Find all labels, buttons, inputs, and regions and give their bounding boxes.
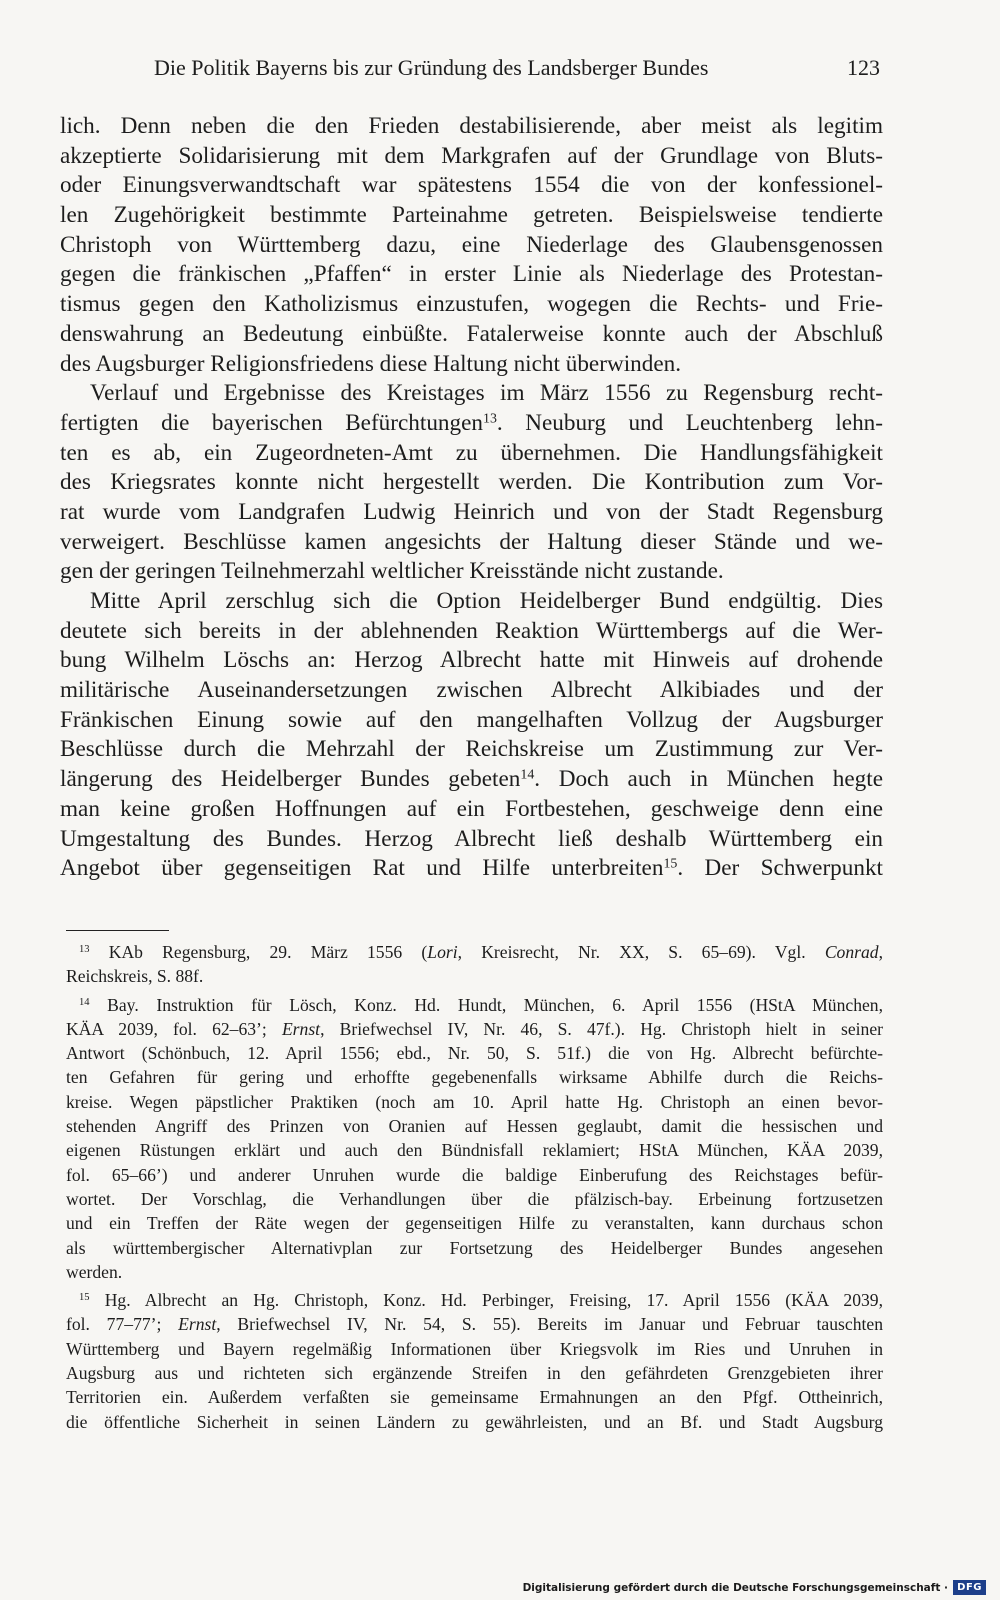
- text-segment: fertigten die bayerischen Befürchtungen: [60, 409, 483, 436]
- text-segment: . Doch auch in München hegte: [534, 766, 883, 793]
- footnote-line: kreise. Wegen päpstlicher Praktiken (noch am 10. April hatte Hg. Christoph an einen bevor-: [66, 1091, 883, 1112]
- text-segment: , Briefwechsel IV, Nr. 54, S. 55). Bereits im Januar und Februar tauschten: [216, 1314, 883, 1335]
- text-line: gegen die fränkischen „Pfaffen“ in erster Linie als Niederlage des Protestan-: [60, 261, 883, 288]
- text-line: gen der geringen Teilnehmerzahl weltlicher Kreisstände nicht zustande.: [60, 558, 724, 585]
- text-line: denswahrung an Bedeutung einbüßte. Fatalerweise konnte auch der Abschluß: [60, 320, 883, 347]
- text-segment: KÄA 2039, fol. 62–63’;: [66, 1018, 282, 1039]
- text-line: rat wurde vom Landgrafen Ludwig Heinrich und von der Stadt Regensburg: [60, 498, 883, 525]
- footnote-line: wortet. Der Vorschlag, die Verhandlungen über die pfälzisch-bay. Erbeinung fortzusetzen: [66, 1188, 883, 1209]
- text-line: [60, 409, 883, 439]
- footnote-line: Augsburg aus und richteten sich ergänzende Streifen in den gefährdeten Grenzgebieten ihrer: [66, 1363, 883, 1384]
- text-segment: fol. 77–77’;: [66, 1314, 179, 1335]
- text-line: Verlauf und Ergebnisse des Kreistages im März 1556 zu Regensburg recht-: [90, 380, 883, 407]
- text-line: verweigert. Beschlüsse kamen angesichts der Haltung dieser Stände und we-: [60, 528, 883, 555]
- footnote-line: Reichskreis, S. 88f.: [66, 966, 204, 987]
- footnote-ref-15[interactable]: 15: [663, 856, 678, 872]
- footnote-line: werden.: [66, 1261, 123, 1282]
- footnote-line: eigenen Rüstungen erklärt und auch den Bündnisfall reklamiert; HStA München, KÄA 2039,: [66, 1140, 883, 1161]
- footnote-line: [66, 1017, 883, 1041]
- page-number: 123: [847, 55, 880, 80]
- text-segment: . Der Schwerpunkt: [677, 855, 884, 882]
- text-segment: KAb Regensburg, 29. März 1556 (: [89, 942, 428, 962]
- text-line: Christoph von Württemberg dazu, eine Niederlage des Glaubensgenossen: [60, 231, 883, 258]
- running-title: Die Politik Bayerns bis zur Gründung des Landsberger Bundes: [154, 55, 709, 80]
- footnote-number: 14: [79, 996, 90, 1008]
- text-line: militärische Auseinandersetzungen zwischen Albrecht Alkibiades und der: [60, 677, 883, 704]
- text-segment: Bay. Instruktion für Lösch, Konz. Hd. Hundt, München, 6. April 1556 (HStA München,: [89, 994, 883, 1015]
- text-line: len Zugehörigkeit bestimmte Parteinahme getreten. Beispielsweise tendierte: [60, 202, 883, 229]
- author-name: Ernst: [281, 1018, 321, 1039]
- footnote-line: die öffentliche Sicherheit in seinen Ländern zu gewährleisten, und an Bf. und Stadt Augsburg: [66, 1411, 883, 1432]
- text-line: [60, 854, 883, 884]
- footnote-ref-14[interactable]: 14: [520, 767, 535, 783]
- author-name: Lori: [427, 942, 458, 962]
- text-line: oder Einungsverwandtschaft war spätestens 1554 die von der konfessionel-: [60, 172, 883, 199]
- text-segment: , Kreisrecht, Nr. XX, S. 65–69). Vgl.: [457, 942, 825, 962]
- text-line: deutete sich bereits in der ablehnenden Reaktion Württembergs auf die Wer-: [60, 617, 883, 644]
- text-line: man keine großen Hoffnungen auf ein Fortbestehen, geschweige denn eine: [60, 795, 883, 822]
- footnote-15: [66, 1288, 883, 1312]
- main-text: [60, 112, 883, 884]
- text-segment: Hg. Albrecht an Hg. Christoph, Konz. Hd. Perbinger, Freising, 17. April 1556 (KÄA 2039,: [89, 1290, 883, 1311]
- footnote-line: Württemberg und Bayern regelmäßig Informationen über Kriegsvolk im Ries und Unruhen in: [66, 1338, 883, 1359]
- text-line: Fränkischen Einung sowie auf den mangelhaften Vollzug der Augsburger: [60, 706, 883, 733]
- footnote-number: 15: [79, 1292, 90, 1304]
- author-name: Conrad: [824, 942, 879, 962]
- footnote-line: fol. 65–66’) und anderer Unruhen wurde die baldige Einberufung des Reichstages befür-: [66, 1164, 883, 1185]
- text-line: des Kriegsrates konnte nicht hergestellt werden. Die Kontribution zum Vor-: [60, 469, 883, 496]
- footnote-separator: [66, 930, 169, 931]
- text-line: des Augsburger Religionsfriedens diese Haltung nicht überwinden.: [60, 350, 682, 377]
- text-segment: ,: [878, 942, 883, 962]
- text-segment: längerung des Heidelberger Bundes gebeten: [60, 766, 521, 793]
- text-line: Beschlüsse durch die Mehrzahl der Reichskreise um Zustimmung zur Ver-: [60, 736, 883, 763]
- text-line: tismus gegen den Katholizismus einzustufen, wogegen die Rechts- und Frie-: [60, 291, 883, 318]
- footnote-line: stehenden Angriff des Prinzen von Oranien auf Hessen geglaubt, damit die hessischen und: [66, 1116, 883, 1137]
- text-segment: . Neuburg und Leuchtenberg lehn-: [496, 409, 883, 436]
- text-line: bung Wilhelm Löschs an: Herzog Albrecht hatte mit Hinweis auf drohende: [60, 647, 883, 674]
- footnote-line: ten Gefahren für gering und erhoffte gegebenenfalls wirksame Abhilfe durch die Reichs-: [66, 1067, 883, 1088]
- footnote-line: Territorien ein. Außerdem verfaßten sie gemeinsame Ermahnungen an den Pfgf. Ottheinrich,: [66, 1387, 883, 1408]
- text-line: ten es ab, ein Zugeordneten-Amt zu übernehmen. Die Handlungsfähigkeit: [60, 439, 883, 466]
- footnotes: [66, 940, 883, 1434]
- footnote-line: als württembergischer Alternativplan zur Fortsetzung des Heidelberger Bundes angesehen: [66, 1237, 883, 1258]
- text-line: [60, 765, 883, 795]
- footnote-line: Antwort (Schönbuch, 12. April 1556; ebd., Nr. 50, S. 51f.) die von Hg. Albrecht befürchte-: [66, 1043, 883, 1064]
- text-line: Umgestaltung des Bundes. Herzog Albrecht ließ deshalb Württemberg ein: [60, 825, 883, 852]
- text-line: lich. Denn neben die den Frieden destabilisierende, aber meist als legitim: [60, 113, 883, 139]
- footnote-14: [66, 993, 883, 1017]
- dfg-logo: DFG: [953, 1580, 986, 1595]
- footnote-number: 13: [79, 944, 90, 956]
- digitization-credit: Digitalisierung gefördert durch die Deutsche Forschungsgemeinschaft ·: [522, 1582, 948, 1594]
- footnote-line: und ein Treffen der Räte wegen der gegenseitigen Hilfe zu veranstalten, kann durchaus schon: [66, 1213, 883, 1234]
- footnote-ref-13[interactable]: 13: [482, 411, 497, 427]
- author-name: Ernst: [178, 1314, 217, 1335]
- text-line: akzeptierte Solidarisierung mit dem Markgrafen auf der Grundlage von Bluts-: [60, 142, 883, 169]
- footnote-line: [66, 1312, 883, 1336]
- footnote-13: [66, 940, 883, 964]
- text-segment: , Briefwechsel IV, Nr. 46, S. 47f.). Hg. Christoph hielt in seiner: [320, 1018, 883, 1039]
- text-segment: Angebot über gegenseitigen Rat und Hilfe unterbreiten: [60, 855, 664, 882]
- text-line: Mitte April zerschlug sich die Option Heidelberger Bund endgültig. Dies: [90, 588, 883, 614]
